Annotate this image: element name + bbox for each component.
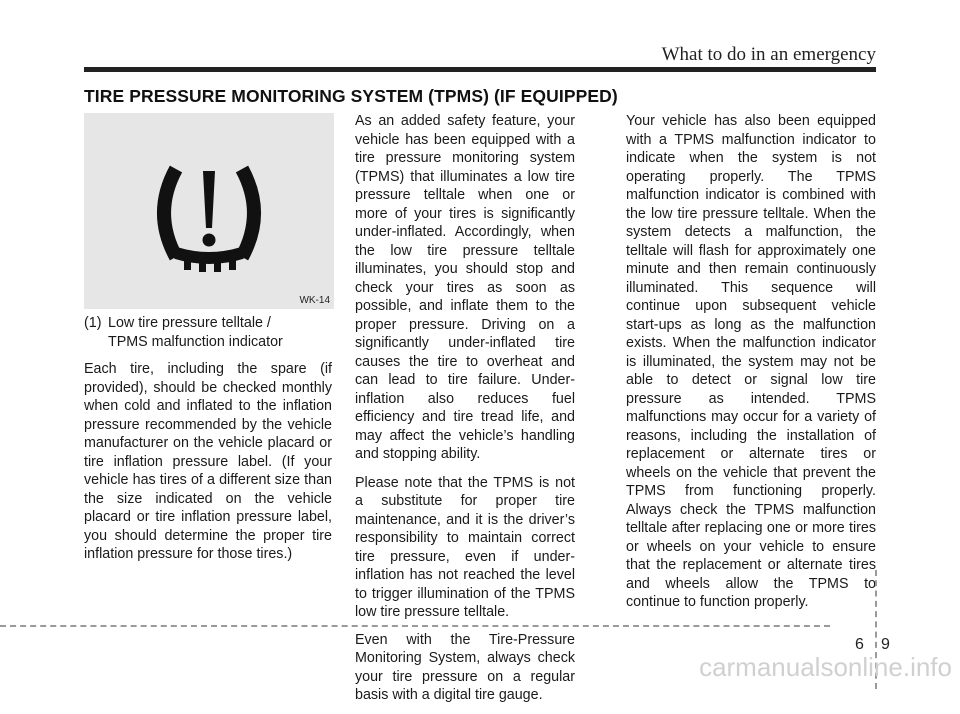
page-number: 9 (881, 636, 890, 653)
section-number: 6 (855, 636, 864, 653)
paragraph: Even with the Tire-Pressure Monitoring System, always check your tire pressure on a regular basis with a digital tire gauge. (355, 631, 575, 703)
column-3 (626, 112, 876, 621)
page-header-title: What to do in an emergency (661, 44, 876, 65)
paragraph: Please note that the TPMS is not a substitute for proper tire maintenance, and it is the driver’s responsibility to maintain correct tire pressure, even if under-inflation has not reached the level to trigger illumination of the TPMS low tire pressure telltale. (355, 474, 575, 620)
figure-code: WK-14 (299, 295, 330, 306)
caption-number: (1) (84, 315, 102, 331)
column-1 (84, 314, 332, 573)
section-title: TIRE PRESSURE MONITORING SYSTEM (TPMS) (IF EQUIPPED) (84, 86, 618, 106)
figure-caption (84, 314, 332, 351)
paragraph: As an added safety feature, your vehicle has been equipped with a tire pressure monitoring system (TPMS) that illuminates a low tire pressure telltale when one or more of your tires is significantly under-inflated. Accordingly, when the low tire pressure telltale illuminates, you should stop and check your tires as soon as possible, and inflate them to the proper pressure. Driving on a significantly under-inflated tire causes the tire to overheat and can lead to tire failure. Under-inflation also reduces fuel efficiency and tire tread life, and may affect the vehicle’s handling and stopping ability. (355, 113, 575, 462)
column-2 (355, 112, 575, 714)
footer-dashed-rule (0, 625, 830, 627)
header-rule (84, 67, 876, 72)
caption-line-2: TPMS malfunction indicator (108, 333, 283, 350)
tpms-figure (84, 113, 334, 309)
paragraph: Your vehicle has also been equipped with a TPMS malfunction indicator to indicate when the system is not operating properly. The TPMS malfunction indicator is combined with the low tire pressure telltale. When the system detects a malfunction, the telltale will flash for approximately one minute and then remain continuously illuminated. This sequence will continue upon subsequent vehicle start-ups as long as the malfunction exists. When the malfunction indicator is illuminated, the system may not be able to detect or signal low tire pressure as intended. TPMS malfunctions may occur for a variety of reasons, including the installation of replacement or alternate tires or wheels on the vehicle that prevent the TPMS from functioning properly. Always check the TPMS malfunction telltale after replacing one or more tires or wheels on your vehicle to ensure that the replacement or alternate tires and wheels allow the TPMS to continue to function properly. (626, 113, 876, 610)
watermark: carmanualsonline.info (699, 652, 952, 682)
tpms-warning-icon (84, 113, 334, 309)
caption-line-1: Low tire pressure telltale / (108, 315, 271, 331)
paragraph: Each tire, including the spare (if provided), should be checked monthly when cold and inflated to the inflation pressure recommended by the vehicle manufacturer on the vehicle placard or tire inflation pressure label. (If your vehicle has tires of a different size than the size indicated on the vehicle placard or tire inflation pressure label, you should determine the proper tire inflation pressure for those tires.) (84, 361, 332, 562)
